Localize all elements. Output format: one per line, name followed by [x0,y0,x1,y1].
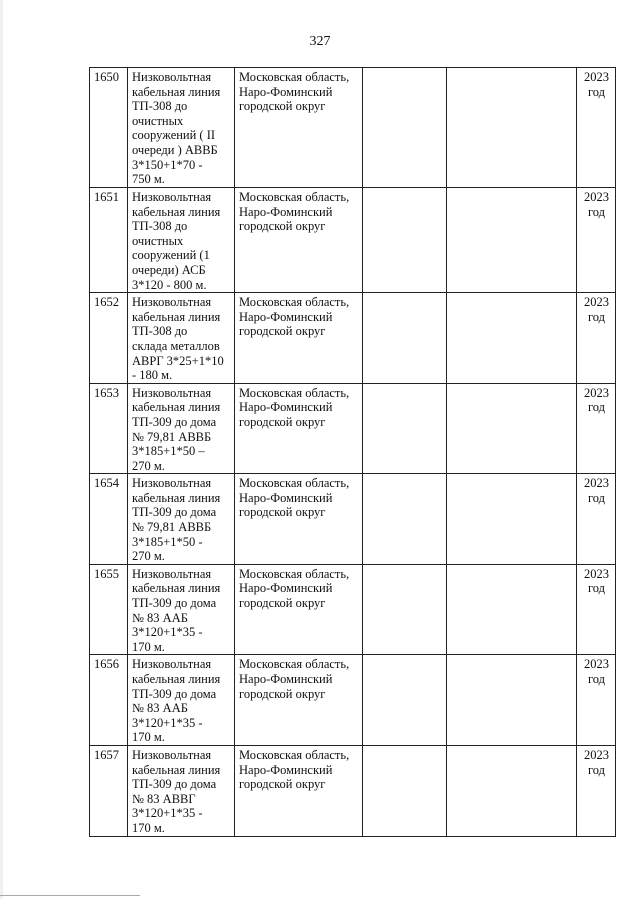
object-name-cell: Низковольтная кабельная линия ТП-308 до очистных сооружений ( II очереди ) АВВБ 3*150+1*70 - 750 м. [128,68,235,188]
empty-cell [447,745,577,836]
object-name-cell: Низковольтная кабельная линия ТП-309 до дома № 83 АВВГ 3*120+1*35 - 170 м. [128,745,235,836]
empty-cell [447,564,577,655]
year-cell: 2023 год [577,474,616,565]
empty-cell [363,383,447,474]
location-cell: Московская область, Наро-Фоминский городской округ [235,188,363,293]
location-cell: Московская область, Наро-Фоминский городской округ [235,655,363,746]
location-cell: Московская область, Наро-Фоминский городской округ [235,293,363,384]
registry-table [89,67,616,837]
empty-cell [447,383,577,474]
empty-cell [447,474,577,565]
object-name-cell: Низковольтная кабельная линия ТП-309 до дома № 83 ААБ 3*120+1*35 - 170 м. [128,564,235,655]
table-row [90,745,616,836]
location-cell: Московская область, Наро-Фоминский городской округ [235,564,363,655]
year-cell: 2023 год [577,293,616,384]
year-cell: 2023 год [577,68,616,188]
table-row [90,383,616,474]
year-cell: 2023 год [577,188,616,293]
table-row [90,474,616,565]
registry-table-body [90,68,616,837]
empty-cell [363,655,447,746]
row-number-cell: 1653 [90,383,128,474]
empty-cell [363,68,447,188]
year-cell: 2023 год [577,745,616,836]
empty-cell [363,564,447,655]
bottom-rule [0,895,140,896]
location-cell: Московская область, Наро-Фоминский городской округ [235,68,363,188]
scan-edge [0,0,3,899]
empty-cell [363,188,447,293]
table-row [90,68,616,188]
object-name-cell: Низковольтная кабельная линия ТП-309 до дома № 83 ААБ 3*120+1*35 - 170 м. [128,655,235,746]
year-cell: 2023 год [577,655,616,746]
row-number-cell: 1651 [90,188,128,293]
empty-cell [447,188,577,293]
empty-cell [447,655,577,746]
row-number-cell: 1652 [90,293,128,384]
object-name-cell: Низковольтная кабельная линия ТП-309 до дома № 79,81 АВВБ 3*185+1*50 – 270 м. [128,383,235,474]
table-row [90,293,616,384]
row-number-cell: 1654 [90,474,128,565]
table-row [90,188,616,293]
row-number-cell: 1657 [90,745,128,836]
page-number: 327 [309,34,331,49]
location-cell: Московская область, Наро-Фоминский городской округ [235,383,363,474]
row-number-cell: 1656 [90,655,128,746]
year-cell: 2023 год [577,564,616,655]
year-cell: 2023 год [577,383,616,474]
empty-cell [363,745,447,836]
object-name-cell: Низковольтная кабельная линия ТП-309 до дома № 79,81 АВВБ 3*185+1*50 - 270 м. [128,474,235,565]
empty-cell [363,474,447,565]
empty-cell [447,293,577,384]
table-row [90,655,616,746]
row-number-cell: 1655 [90,564,128,655]
location-cell: Московская область, Наро-Фоминский городской округ [235,745,363,836]
object-name-cell: Низковольтная кабельная линия ТП-308 до склада металлов АВРГ 3*25+1*10 - 180 м. [128,293,235,384]
location-cell: Московская область, Наро-Фоминский городской округ [235,474,363,565]
table-row [90,564,616,655]
object-name-cell: Низковольтная кабельная линия ТП-308 до очистных сооружений (1 очереди) АСБ 3*120 - 800 м. [128,188,235,293]
row-number-cell: 1650 [90,68,128,188]
empty-cell [363,293,447,384]
empty-cell [447,68,577,188]
